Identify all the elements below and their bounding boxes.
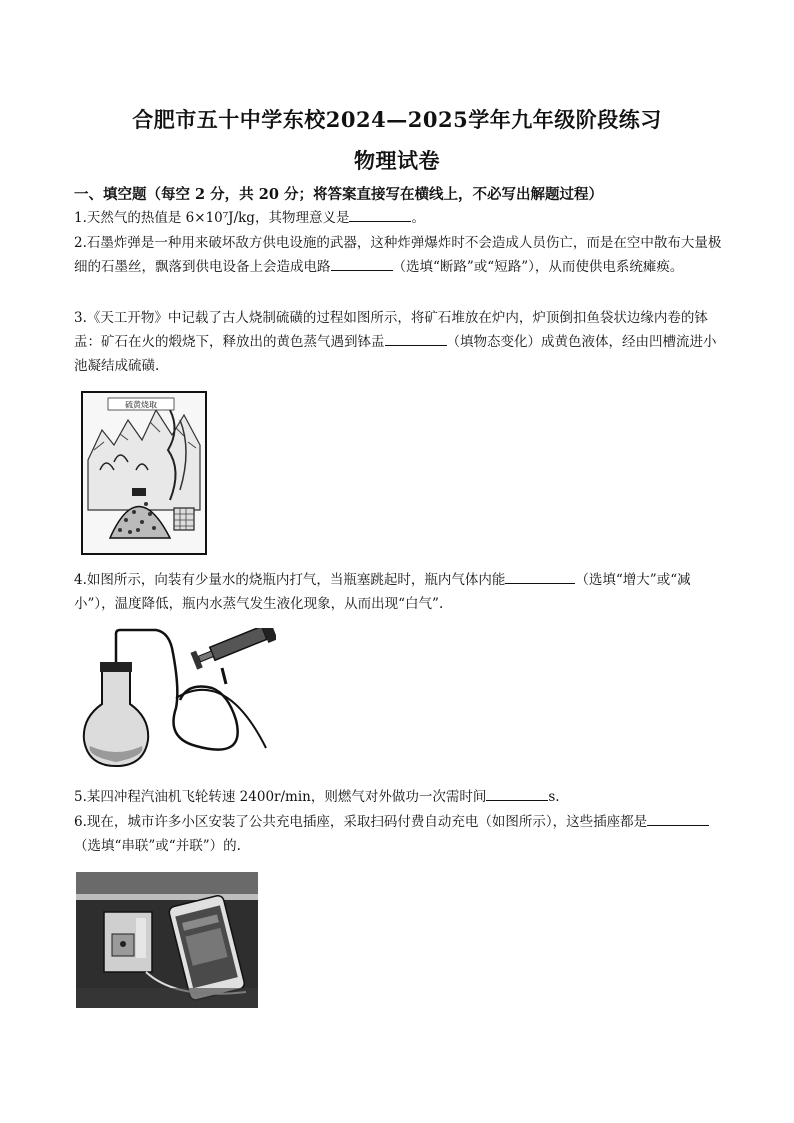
question-5-text: 5.某四冲程汽油机飞轮转速 2400r/min，则燃气对外做功一次需时间 bbox=[74, 789, 487, 805]
answer-blank bbox=[385, 331, 447, 346]
answer-blank bbox=[331, 256, 393, 271]
answer-blank bbox=[647, 811, 709, 826]
figure-caption: 硫黄烧取 bbox=[125, 400, 157, 410]
question-1-tail: 。 bbox=[411, 210, 425, 226]
question-1-text: 1.天然气的热值是 6×10⁷J/kg，其物理意义是 bbox=[74, 210, 350, 226]
page-title: 合肥市五十中学东校2024—2025学年九年级阶段练习 bbox=[132, 107, 662, 132]
answer-blank bbox=[486, 786, 548, 801]
charging-socket-photo bbox=[76, 872, 258, 1008]
answer-blank bbox=[505, 569, 575, 584]
question-4-text: 4.如图所示，向装有少量水的烧瓶内打气，当瓶塞跳起时，瓶内气体内能 bbox=[74, 572, 506, 588]
question-2-text: 2.石墨炸弹是一种用来破坏敌方供电设施的武器，这种炸弹爆炸时不会造成人员伤亡，而是在空中散布大量极细的石墨丝，飘落到供电设备上会造成电路 bbox=[74, 235, 722, 275]
question-2 bbox=[74, 231, 724, 279]
answer-blank bbox=[349, 207, 411, 222]
page-subtitle: 物理试卷 bbox=[354, 148, 440, 173]
question-3 bbox=[74, 306, 724, 378]
question-4 bbox=[74, 568, 724, 616]
question-3-tail: （填物态变化）成黄色液体，经由凹槽流进小池凝结成硫磺. bbox=[74, 334, 717, 374]
question-6-text: 6.现在，城市许多小区安装了公共充电插座，采取扫码付费自动充电（如图所示），这些插座都是 bbox=[74, 814, 648, 830]
question-2-tail: （选填“断路”或“短路”），从而使供电系统瘫痪。 bbox=[392, 259, 684, 275]
flask-pump-illustration bbox=[76, 628, 276, 770]
question-6-tail: （选填“串联”或“并联”）的. bbox=[74, 838, 241, 854]
question-5-tail: s. bbox=[548, 789, 560, 805]
section-heading: 一、填空题（每空 2 分，共 20 分；将答案直接写在横线上，不必写出解题过程） bbox=[74, 186, 603, 203]
question-1 bbox=[74, 206, 724, 230]
question-3-text: 3.《天工开物》中记载了古人烧制硫磺的过程如图所示，将矿石堆放在炉内，炉顶倒扣鱼袋状边缘内卷的钵盂：矿石在火的煅烧下，释放出的黄色蒸气遇到钵盂 bbox=[74, 310, 708, 350]
sulfur-smelting-illustration bbox=[80, 390, 208, 556]
question-4-tail: （选填“增大”或“减小”），温度降低，瓶内水蒸气发生液化现象，从而出现“白气”. bbox=[74, 572, 691, 612]
question-5 bbox=[74, 785, 724, 809]
question-6 bbox=[74, 810, 724, 858]
